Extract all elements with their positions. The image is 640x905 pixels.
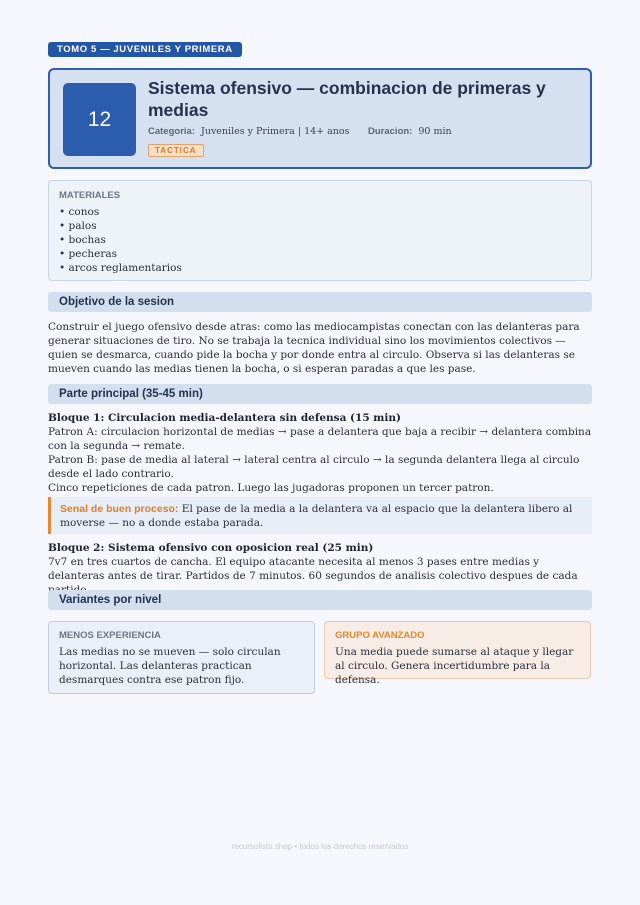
materials-item: • bochas (59, 234, 106, 246)
less-experience-title: MENOS EXPERIENCIA (59, 630, 161, 641)
less-experience-card (48, 621, 315, 694)
advanced-group-title: GRUPO AVANZADO (335, 630, 425, 641)
callout-text: El pase de la media a la delantera va al espacio que la delantera libero al moverse — no a donde estaba parada. (60, 503, 573, 529)
footer: recursolisto.shop • todos los derechos reservados (231, 842, 409, 851)
block1-pattern-a: Patron A: circulacion horizontal de medias → pase a delantera que baja a recibir → delantera combina con la segunda → remate. (48, 426, 592, 452)
advanced-group-card (324, 621, 591, 686)
category-value: Juveniles y Primera | 14+ anos (201, 126, 350, 137)
objective-heading: Objetivo de la sesion (48, 292, 592, 312)
less-experience-text: Las medias no se mueven — solo circulan horizontal. Las delanteras practican desmarques contra ese patron fijo. (59, 646, 281, 686)
block1 (48, 411, 592, 495)
materials-box (48, 180, 592, 281)
page-title: Sistema ofensivo — combinacion de primeras y medias (148, 78, 546, 120)
duration-meta (368, 126, 452, 137)
block1-pattern-b: Patron B: pase de media al lateral → lateral centra al circulo → la segunda delantera llega al circulo desde el lado contrario. (48, 454, 580, 480)
main-part-heading: Parte principal (35-45 min) (48, 384, 592, 404)
block1-repetitions: Cinco repeticiones de cada patron. Luego las jugadoras proponen un tercer patron. (48, 482, 494, 494)
objective-text: Construir el juego ofensivo desde atras: como las mediocampistas conectan con las delanteras para generar situaciones de tiro. No se trabaja la tecnica individual sino los movimientos colectivos — quien se desmarca, cuando pide la bocha y por donde entra al circulo. Observa si las delanteras se mueven cuando las medias tienen la bocha, o si esperan paradas a que les pase. (48, 321, 580, 375)
block2 (48, 541, 592, 597)
materials-item: • arcos reglamentarios (59, 262, 182, 274)
category-meta (148, 126, 350, 137)
block1-title: Bloque 1: Circulacion media-delantera sin defensa (15 min) (48, 412, 401, 424)
duration-label: Duracion: (368, 126, 413, 137)
category-badge: TACTICA (148, 144, 204, 157)
good-process-callout (48, 497, 592, 534)
tome-label: TOMO 5 — JUVENILES Y PRIMERA (48, 42, 242, 57)
materials-title: MATERIALES (59, 190, 121, 201)
session-number: 12 (63, 83, 136, 156)
category-label: Categoria: (148, 126, 195, 137)
advanced-group-text: Una media puede sumarse al ataque y llegar al circulo. Genera incertidumbre para la defensa. (335, 646, 574, 686)
block2-title: Bloque 2: Sistema ofensivo con oposicion real (25 min) (48, 542, 374, 554)
materials-item: • conos (59, 206, 100, 218)
block2-text: 7v7 en tres cuartos de cancha. El equipo atacante necesita al menos 3 pases entre medias y delanteras antes de tirar. Partidos de 7 minutos. 60 segundos de analisis colectivo despues de cada (48, 556, 578, 582)
variants-heading: Variantes por nivel (48, 590, 592, 610)
session-header (48, 68, 592, 169)
callout-label: Senal de buen proceso: (60, 503, 179, 515)
duration-value: 90 min (418, 126, 452, 137)
materials-item: • palos (59, 220, 97, 232)
materials-item: • pecheras (59, 248, 117, 260)
